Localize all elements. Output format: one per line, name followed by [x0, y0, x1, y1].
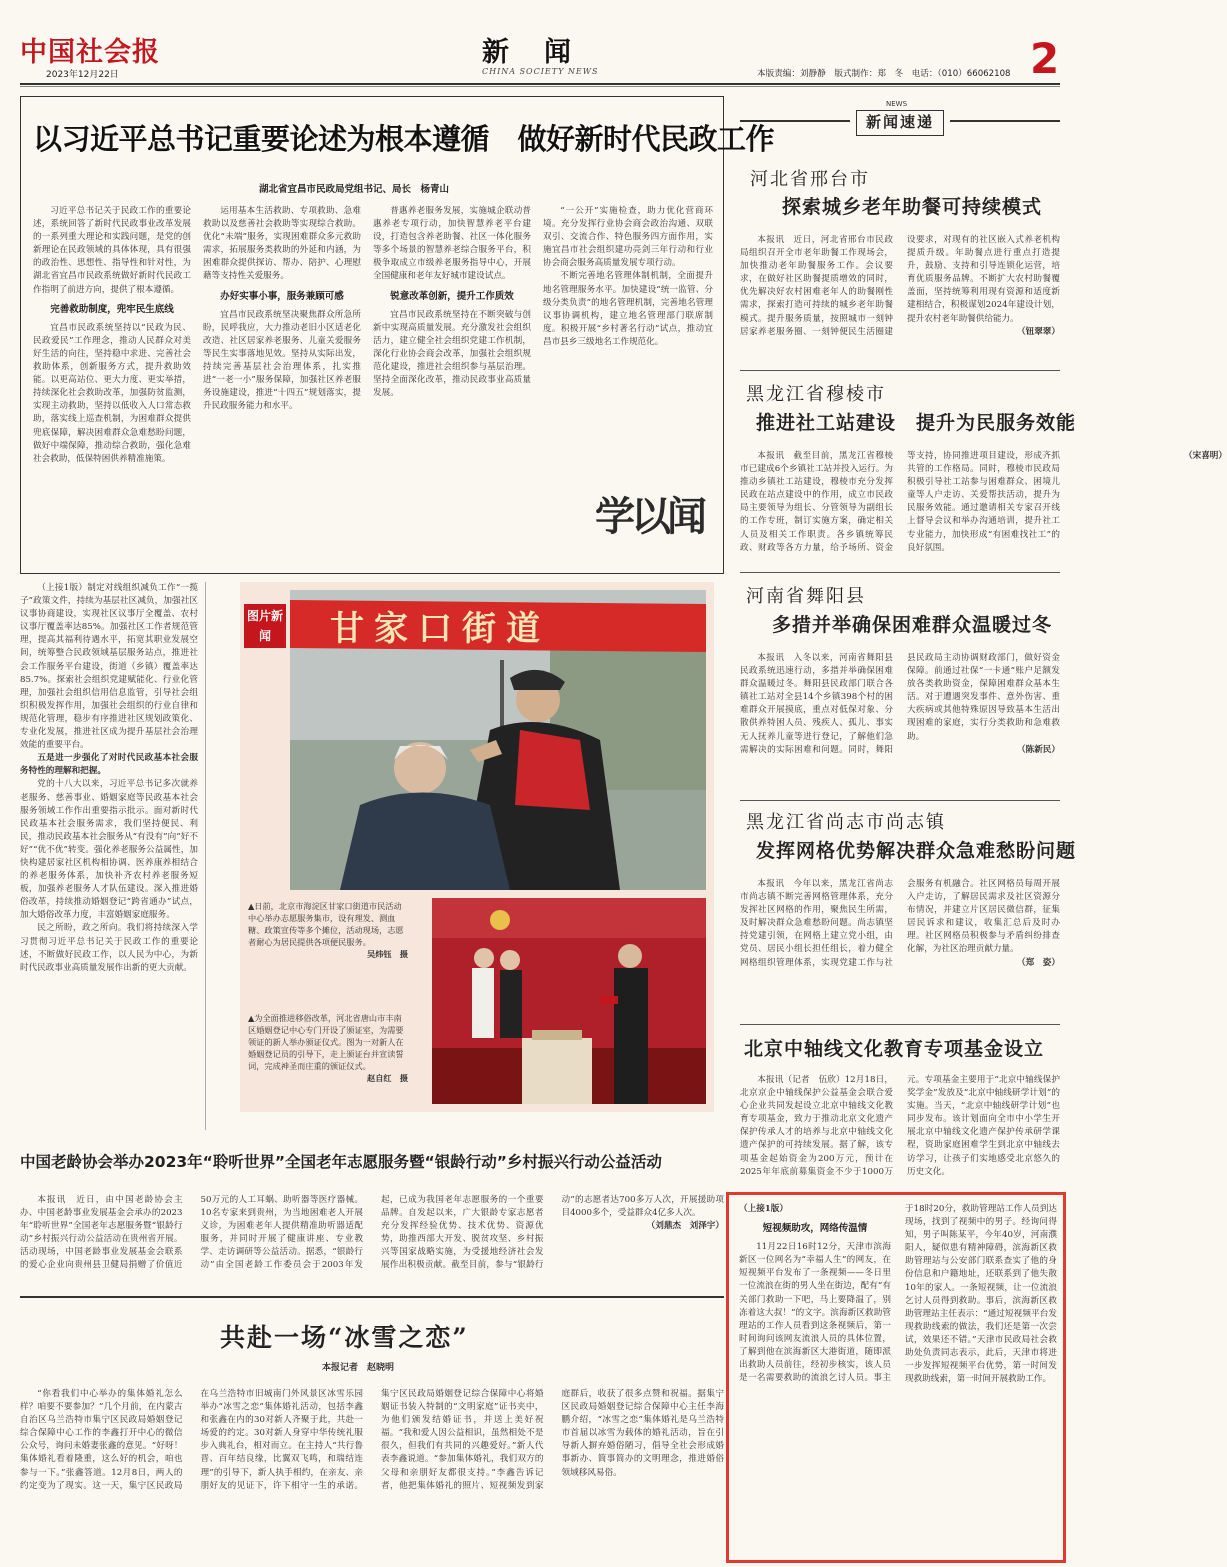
lead-subhead-2: 办好实事小事，服务兼顾可感 [220, 290, 344, 302]
brief-author: （郑 姿） [1017, 957, 1060, 968]
brief-body [740, 878, 1060, 1020]
article-title: 共赴一场“冰雪之恋” [220, 1323, 469, 1352]
divider [740, 1024, 1060, 1025]
left-col-para-2: 党的十八大以来，习近平总书记多次就养老服务、慈善事业、婚姻家庭等民政基本社会服务领域工作作出重要指示批示。面对新时代民政基本社会服务需求，我们坚持便民、利民，推动民政基本社会服务从“有没有”向“好不好”“优不优”转变。强化养老服务公益属性，加快构建居家社区机构相协调、医养康养相结合的养老服务体系，加快补齐农村养老服务短板，加强养老服务人才队伍建设。深入推进婚俗改革，持续推动婚姻登记“跨省通办”试点，加大婚俗改革力度，丰富婚姻家庭服务。 [20, 779, 198, 921]
caption-credit: 赵自红 摄 [367, 1073, 408, 1083]
brief-title: 多措并举确保困难群众温暖过冬 [772, 614, 1053, 636]
lead-article [20, 96, 775, 574]
lead-subhead-3: 锐意改革创新，提升工作质效 [390, 290, 514, 302]
brief-text: 本报讯 入冬以来，河南省舞阳县民政系统迅速行动，多措并举确保困难群众温暖过冬。舞阳县民政部门联合各镇社工站对全县14个乡镇398个村的困难群众开展摸底，重点对低保对象、分散供养特困人员、残疾人、孤儿、事实无人抚养儿童等进行登记，了解他们急需解决的实际困难和问题。同时，舞阳县民政局主动协调财政部门，做好资金保障。前通过社保“一卡通”账户足额发放各类救助资金，保障困难群众基本生活。对于遭遇突发事件、意外伤害、重大疾病或其他特殊原因导致基本生活出现困难的家庭，实行分类救助和急难救助。 [740, 653, 1060, 755]
lead-col-3-para: 普惠养老服务发展，实施城企联动普惠养老专项行动，加快智慧养老平台建设，打造包含养老助餐、社区一体化服务等多个场景的智慧养老综合服务平台，积极争取成立市级养老服务指导中心，开展全国健康和老年友好城市建设试点。 [373, 206, 531, 282]
brief-location: 黑龙江省尚志市尚志镇 [746, 812, 946, 833]
article-text: 本报讯 近日，由中国老龄协会主办、中国老龄事业发展基金会承办的2023年“聆听世界”全国老年志愿服务暨“银龄行动”乡村振兴行动公益活动在贵州省开展。活动现场，中国老龄事业发展基金会联系的爱心企业向贵州县卫健局捐赠了价值近50万元的人工耳蜗、助听器等医疗器械。10名专家来到贵州，为当地困难老人开展义诊，为困难老年人提供精准助听器适配服务，并同时开展了健康讲座、专业教学、走访调研等公益活动。据悉，“银龄行动”由全国老龄工作委员会于2003年发起，已成为我国老年志愿服务的一个重要品牌。自发起以来，广大银龄专家志愿者充分发挥经验优势、技术优势、资源优势，助推西部大开发、脱贫攻坚、乡村振兴等国家战略实施，为受援地经济社会发展作出积极贡献。截至目前，参与“银龄行动”的志愿者达700多万人次，开展援助项目4000多个，受益群众4亿多人次。 [20, 1195, 724, 1271]
article-title: 北京中轴线文化教育专项基金设立 [744, 1038, 1045, 1060]
brief-location: 黑龙江省穆棱市 [746, 384, 886, 405]
brief-wuyang [740, 578, 1060, 800]
masthead-rule-thin [20, 86, 1060, 87]
news-brief-header [740, 96, 1060, 144]
lead-col-1-para-2: 宜昌市民政系统坚持以“民政为民、民政爱民”工作理念，推动人民群众对美好生活的向往，坚持稳中求进、完善社会救助体系，创新服务方式，提升救助效能。以更高站位、更大力度、更实举措，持续深化社会救助改革，加强防贫监测，实现主动救助，坚持以低收入人口常态救助，落实线上巡查机制，为困难群众提供兜底保障，解决困难群众急难愁盼问题，做好中端保障，推动综合救助，强化急难社会救助，低保特困供养精准施策。 [33, 322, 191, 464]
brief-text: 本报讯 今年以来，黑龙江省尚志市尚志镇不断完善网格管理体系，充分发挥社区网格的作用，聚焦民生所需，及时解决群众急难愁盼问题。尚志镇坚持党建引领，在网格上建立党小组，由党员、居民小组长担任组长，着力健全网格组织管理体系，实现党建工作与社会服务有机融合。社区网格员每周开展入户走访，了解居民需求及社区资源分布情况，并建立片区居民微信群，征集居民诉求和建议，收集汇总后及时办理。社区网格员积极参与矛盾纠纷排查化解，为社区治理贡献力量。 [740, 879, 1060, 968]
brief-location: 河北省邢台市 [750, 169, 870, 190]
study-stamp: 学以闻 [595, 493, 703, 540]
lead-col-4-para-2: 不断完善地名管理体制机制，全面提升地名管理服务水平。加快建设“统一监管、分级分类负责”的地名管理机制，完善地名管理议事协调机构，建立地名管理部门联席制度。积极开展“乡村著名行动”试点，推动宜昌市县乡三级地名工作规范化。 [543, 271, 713, 347]
lead-col-4 [543, 205, 713, 473]
brief-muling [740, 376, 1227, 568]
masthead-rule [20, 83, 1060, 85]
brief-shangzhi [740, 806, 1077, 1020]
continued-subhead: 短视频助攻，网络传温情 [762, 1223, 868, 1235]
news-brief-label: 新闻速递 [856, 110, 944, 136]
left-col-para: （上接1版）制定对线组织减负工作“一揽子”政策文件，持续为基层社区减负，加强社区议事协商建设，实现社区议事厅全覆盖、农村议事厅覆盖率达85%。加强社区工作者规范管理，提高其福利待遇水平，拓宽其职业发展空间，统筹整合民政领域基层服务站点，推进社会工作服务平台建设，街道（乡镇）覆盖率达85.7%。探索社会组织党建赋能化、行业化管理，加强社会组织信用信息监管，引导社会组织积极发挥作用，加强社会组织的行业自律和规范化管理，稳步有序推进社区规划政策化、专业化发展，推进社区成为提升基层社会治理效能的重要平台。 [20, 583, 198, 751]
continued-box [726, 1192, 1066, 1563]
lead-col-1 [33, 205, 191, 567]
left-col-para-3: 民之所盼，政之所向。我们将持续深入学习贯彻习近平总书记关于民政工作的重要论述，不断做好民政工作，以人民为中心，为新时代民政事业高质量发展作出新的更大贡献。 [20, 923, 198, 973]
news-brief-en: NEWS [886, 100, 908, 108]
brief-title: 探索城乡老年助餐可持续模式 [782, 196, 1043, 218]
brief-body [740, 450, 1227, 566]
masthead [0, 0, 1080, 88]
article-title: 中国老龄协会举办2023年“聆听世界”全国老年志愿服务暨“银龄行动”乡村振兴行动公益活动 [20, 1153, 662, 1171]
beijing-fund-article [740, 1030, 1060, 1190]
divider [20, 1296, 724, 1298]
divider [740, 800, 1060, 801]
brief-author: （陈新民） [1017, 744, 1060, 755]
brief-body [740, 234, 1060, 364]
photo-news [240, 582, 714, 1112]
article-text: “你看我们中心举办的集体婚礼怎么样？咱要不要参加？”几个月前，在内蒙古自治区乌兰浩特市集宁区民政局婚姻登记综合保障中心工作的李鑫打开中心的微信公众号，询问未婚妻张鑫的意见。“好呀！集体婚礼看着隆重，这么好的机会，咱也参与一下。”张鑫答道。12月8日，两人的约定变为了现实。这一天，集宁区民政局在乌兰浩特市旧城南门外风景区冰雪乐园举办“冰雪之恋”集体婚礼活动，包括李鑫和张鑫在内的30对新人齐聚于此，共赴一场爱的约定。30对新人身穿中华传统礼服步入典礼台，相对而立。在主持人“共行鲁晋、百年结良缘，比翼双飞鸣，和瑞结连理”的引导下，新人执手相约，在亲友、亲朋好友的见证下，许下相守一生的承诺。集宁区民政局婚姻登记综合保障中心将婚姻证书装入特制的“文明家庭”证书夹中，为他们颁发结婚证书，并送上美好祝福。“我和爱人因公益相识，虽然相处不是很久，但我们有共同的兴趣爱好。”新人代表李鑫说道。“参加集体婚礼，我们双方的父母和亲朋好友都很支持。”李鑫告诉记者，他把集体婚礼的照片、短视频发到家庭群后，收获了很多点赞和祝福。据集宁区民政局婚姻登记综合保障中心主任李海鹏介绍，“冰雪之恋”集体婚礼是乌兰浩特市首届以冰雪为载体的婚礼活动，旨在引导新人摒弃婚俗陋习，倡导全社会形成婚事新办、简事简办的文明理念，推进婚俗领域移风易俗。 [20, 1389, 724, 1491]
cnca-article [20, 1150, 724, 1290]
continued-box-body [739, 1203, 1057, 1555]
lead-col-2 [203, 205, 361, 567]
news-brief-rule-right [950, 120, 1060, 122]
lead-article-title: 以习近平总书记重要论述为根本遵循 做好新时代民政工作 [33, 122, 775, 156]
caption-text: ▲为全面推进移俗改革，河北省唐山市丰南区婚姻登记中心专门开设了颁证室，为需要领证的新人举办颁证仪式。图为一对新人在婚姻登记员的引导下，走上颁证台并宣读誓词，完成神圣而庄重的颁证仪式。 [248, 1013, 404, 1071]
brief-text: 本报讯 近日，河北省邢台市民政局组织召开全市老年助餐工作现场会，加快推动老年助餐服务工作。会议要求，在做好社区助餐提质增效的同时，优先解决好农村困难老年人的助餐刚性需求，探索打造可持续的城乡老年助餐模式。提升服务质量，按照城市一刻钟居家养老服务圈、一刻钟便民生活圈建设要求，对现有的社区嵌入式养老机构提质升级。年助餐点进行重点打造提升，鼓励、支持和引导连锁化运营，培育优质服务品牌。不断扩大农村助餐覆盖面，坚持统筹利用现有资源和适度新建相结合，积极谋划2024年建设计划，提升农村老年助餐供给能力。 [740, 235, 1060, 337]
section-title: 新 闻 [482, 37, 575, 68]
left-col-lead: 五是进一步强化了对时代民政基本社会服务特性的理解和把握。 [20, 753, 198, 777]
issue-date: 2023年12月22日 [46, 70, 119, 80]
lead-col-3-para-2: 宜昌市民政系统坚持在不断突破与创新中实现高质量发展。充分激发社会组织活力，建立健全社会组织党建工作机制，深化行业协会商会改革，加强社会组织规范化建设，推进社会组织参与基层治理。坚持全面深化改革，推动民政事业高质量发展。 [373, 309, 531, 399]
lead-article-byline: 湖北省宜昌市民政局党组书记、局长 杨青山 [259, 184, 450, 195]
caption-credit: 吴炜钰 摄 [367, 949, 408, 959]
article-byline: 本报记者 赵晓明 [322, 1363, 395, 1373]
lead-col-3 [373, 205, 531, 567]
photo-wedding-caption [248, 1012, 408, 1108]
brief-xingtai [740, 160, 1060, 365]
divider [740, 572, 1060, 573]
article-body [20, 1388, 724, 1558]
photo-haircut [290, 590, 706, 890]
page-number: 2 [1030, 34, 1060, 83]
photo-wedding [432, 898, 706, 1104]
lead-subhead-1: 完善救助制度，兜牢民生底线 [50, 303, 174, 315]
column-rule [205, 582, 206, 1130]
section-title-en: CHINA SOCIETY NEWS [482, 67, 599, 76]
editor-info: 本版责编：刘静静 版式制作：郑 冬 电话：（010）66062108 [757, 69, 1011, 79]
photo-wedding-drawing [432, 898, 706, 1104]
lead-col-4-para: “一公开”实施检查，助力优化营商环境。充分发挥行业协会商会政治沟通、双联双引、交流合作、特色服务四方面作用，实施宜昌市社会组织建功亮剑三年行动和行业协会商会服务高质量发展专项行动。 [543, 206, 713, 269]
continued-left-column [20, 582, 198, 1130]
brief-author: （钮翠翠） [1017, 326, 1060, 337]
newspaper-logo: 中国社会报 [20, 37, 160, 68]
brief-title: 推进社工站建设 提升为民服务效能 [756, 412, 1077, 434]
brief-location: 河南省舞阳县 [746, 586, 866, 607]
brief-title: 发挥网格优势解决群众急难愁盼问题 [756, 840, 1077, 862]
continued-text: 11月22日16时12分，天津市滨海新区一位网名为“幸福人生”的网友，在短视频平台发布了一条视频——冬日里一位流浪在街的男人坐在街边，配有“有关部门救助一下吧，马上要降温了，别冻着这大叔！”的文字。滨海新区救助管理站的工作人员看到这条视频后，第一时间询问该网友流浪人员的具体位置，了解到他在滨海新区大港街道，随即派出救助人员前往，经初步核实，该人员是一名需要救助的流浪乞讨人员。事主于18时20分，救助管理站工作人员到达现场，找到了视频中的男子。经询问得知，男子叫陈某平，今年40岁，河南濮阳人，疑似患有精神障碍，滨海新区救助管理站与公安部门联系查实了他的身份信息和户籍地址，还联系到了他失散10年的家人。一条短视频，让一位流浪乞讨人员得到救助。事后，滨海新区救助管理站主任表示：“通过短视频平台发现救助线索的做法，我们还是第一次尝试，效果还不错。”天津市民政局社会救助处负责同志表示，此后，天津市将进一步发挥短视频平台优势，第一时间发现救助线索，第一时间开展救助工作。 [739, 1204, 1057, 1385]
lead-col-1-para: 习近平总书记关于民政工作的重要论述，系统回答了新时代民政事业改革发展的一系列重大理论和实践问题，是党的创新理论在民政领域的具体体现，具有很强的政治性、思想性、指导性和针对性，为湖北省宜昌市民政系统做好新时代民政工作指明了前进方向，提供了根本遵循。 [33, 206, 191, 295]
article-author: （刘鼎杰 刘泽宇） [646, 1221, 724, 1232]
photo-news-label: 图片新闻 [244, 604, 286, 648]
brief-author: （宋喜明） [1184, 451, 1227, 461]
brief-text: 本报讯 截至目前，黑龙江省穆棱市已建成6个乡镇社工站并投入运行。为推动乡镇社工站建设，穆棱市充分发挥民政在站点建设中的作用，成立市民政局主要领导为组长、分管领导为副组长的工作专班，制订实施方案，确定相关人员及相关工作职责。各乡镇统筹民政、财政等各方力量，给予场所、资金等支持，协同推进项目建设，形成齐抓共管的工作格局。同时，穆棱市民政局积极引导社工站参与困难群众、困境儿童等人户走访、关爱帮扶活动，提升为民服务效能。通过邀请相关专家召开线上督导会议和举办沟通培训，提升社工专业能力，加快形成“有困难找社工”的良好氛围。 [740, 451, 1060, 553]
ice-wedding-article [20, 1304, 724, 1560]
caption-text: ▲日前，北京市海淀区甘家口街道市民活动中心举办志愿服务集市，设有理发、测血糖、政策宣传等多个摊位，活动现场，志愿者耐心为居民提供各项便民服务。 [248, 901, 404, 947]
continued-label: （上接1版） [739, 1204, 788, 1214]
lead-col-2-para: 运用基本生活救助、专项救助、急难救助以及慈善社会救助等实现综合救助。优化“未端”服务，实现困难群众多元救助需求，拓展服务类救助的外延和内涵，为困难群众提供探访、帮办、陪护、心理慰藉等支持性关爱服务。 [203, 206, 361, 282]
photo-haircut-drawing [290, 590, 706, 890]
article-body [20, 1194, 724, 1290]
photo-haircut-caption [248, 900, 408, 1010]
photo-banner-text: 甘家口街道 [330, 609, 550, 649]
lead-col-2-para-2: 宜昌市民政系统坚决聚焦群众所急所盼，民呼我应，大力推动老旧小区适老化改造、社区居家养老服务、儿童关爱服务等民生实事落地见效。坚持从实际出发，持续完善基层社会治理体系，扎实推进“一老一小”服务保障，加强社区养老服务设施建设，推进“十四五”规划落实，提升民政服务能力和水平。 [203, 309, 361, 412]
news-brief-rule-left [740, 120, 850, 122]
brief-body [740, 652, 1060, 798]
divider [740, 370, 1060, 371]
article-text: 本报讯（记者 伍欣）12月18日，北京京企中轴线保护公益基金会联合爱心企业共同发起设立北京中轴线文化教育专项基金，致力于推动北京文化遗产保护传承人才的培养与北京中轴线文化遗产保护的可持续发展。据了解，该专项基金起始资金为200万元，预计在2025年年底前募集资金不少于1000万元。专项基金主要用于“北京中轴线保护奖学金”发放及“北京中轴线研学计划”的实施。当天，“北京中轴线研学计划”也同步发布。该计划面向全市中小学生开展北京中轴线文化遗产保护传承研学课程，资助家庭困难学生到北京中轴线去访学习，让孩子们实地感受北京悠久的历史文化。 [740, 1075, 1060, 1177]
article-body [740, 1074, 1060, 1190]
